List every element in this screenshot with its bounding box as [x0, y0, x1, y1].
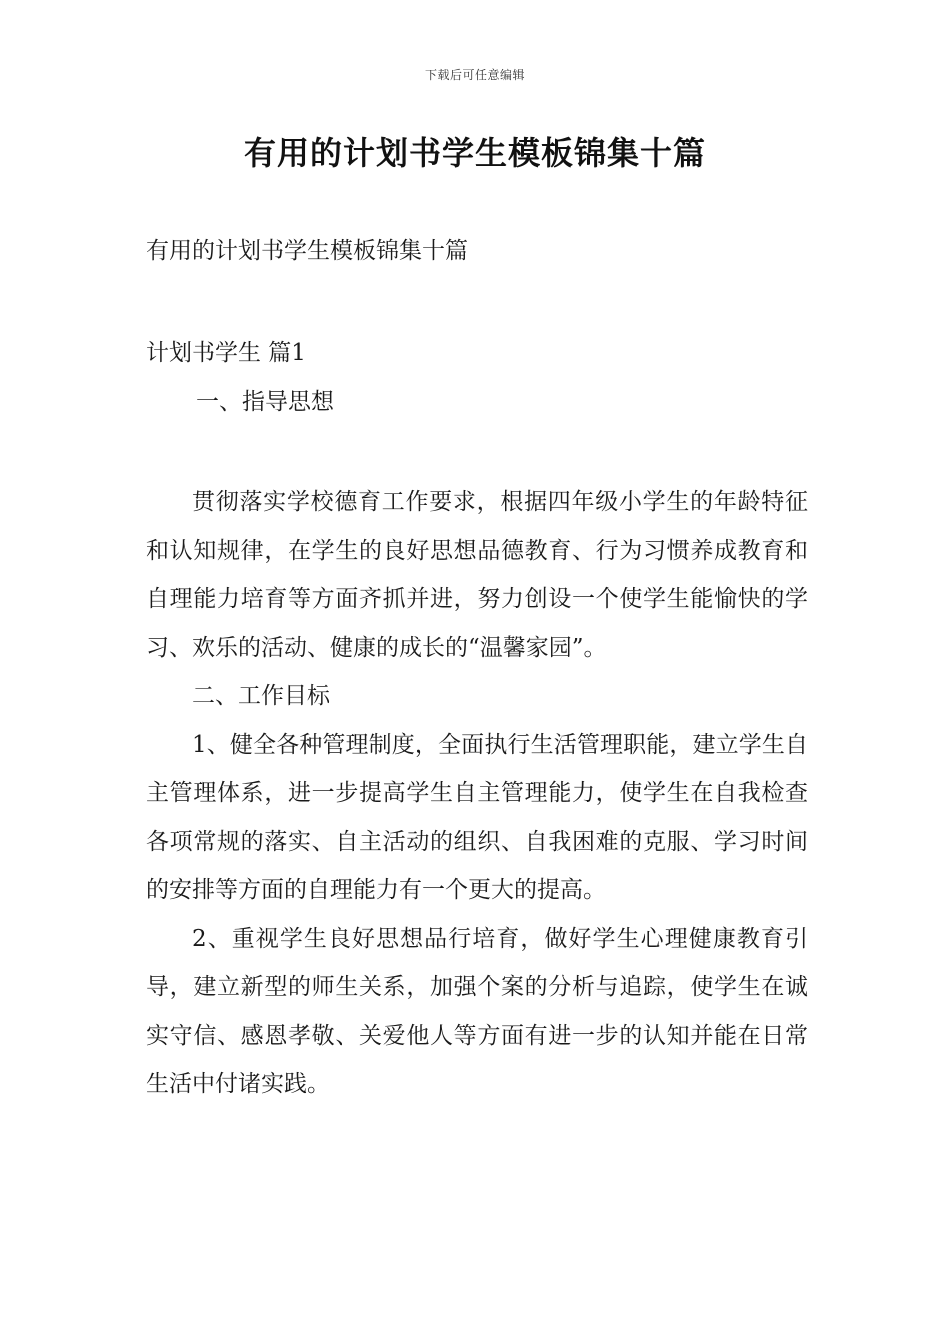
paragraph-goal-1: 1、健全各种管理制度，全面执行生活管理职能，建立学生自主管理体系，进一步提高学生自主管理能力，使学生在自我检查各项常规的落实、自主活动的组织、自我困难的克服、学习时间的安排等方面的自理能力有一个更大的提高。: [146, 731, 808, 903]
document-body: [146, 478, 808, 1109]
page-title: 有用的计划书学生模板锦集十篇: [243, 134, 706, 172]
heading-work-goals: 二、工作目标: [192, 683, 330, 709]
heading-guiding-ideology: 一、指导思想: [196, 389, 334, 415]
document-subtitle: 有用的计划书学生模板锦集十篇: [146, 238, 468, 264]
paragraph-goal-2: 2、重视学生良好思想品行培育，做好学生心理健康教育引导，建立新型的师生关系，加强个案的分析与追踪，使学生在诚实守信、感恩孝敬、关爱他人等方面有进一步的认知并能在日常生活中付诸实践。: [146, 925, 808, 1097]
section-label: 计划书学生 篇1: [146, 340, 306, 366]
paragraph-intro: 贯彻落实学校德育工作要求，根据四年级小学生的年龄特征和认知规律，在学生的良好思想品德教育、行为习惯养成教育和自理能力培育等方面齐抓并进，努力创设一个使学生能愉快的学习、欢乐的活动、健康的成长的“温馨家园”。: [146, 489, 808, 661]
header-note: 下载后可任意编辑: [424, 68, 525, 82]
